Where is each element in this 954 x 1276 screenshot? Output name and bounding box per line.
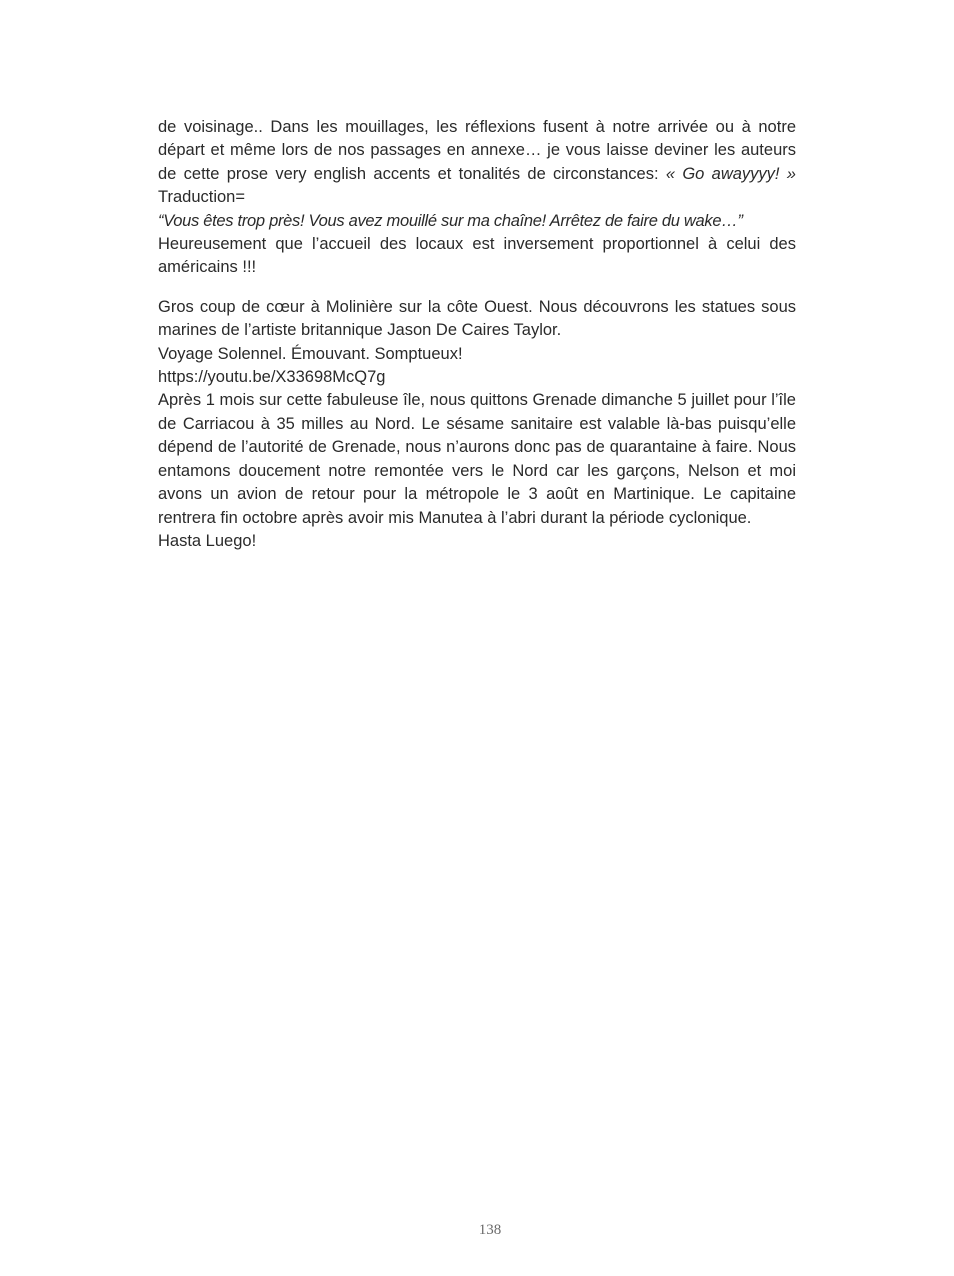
paragraph-text: Traduction= <box>158 188 245 207</box>
page-number: 138 <box>478 1222 502 1238</box>
youtube-link[interactable]: https://youtu.be/X33698McQ7g <box>158 368 386 387</box>
paragraph-closing: Hasta Luego! <box>158 531 257 550</box>
paragraph-voyage: Voyage Solennel. Émouvant. Somptueux! <box>158 344 463 363</box>
french-translation-quote: “Vous êtes trop près! Vous avez mouillé sur ma chaîne! Arrêtez de faire du wake…” <box>158 211 743 230</box>
paragraph-welcome: Heureusement que l’accueil des locaux est inversement proportionnel à celui des américains !!! <box>158 235 796 277</box>
paragraph-carriacou: Après 1 mois sur cette fabuleuse île, nous quittons Grenade dimanche 5 juillet pour l’île de Carriacou à 35 milles au Nord. Le sésame sanitaire est valable là-bas puisqu’elle dépend de l’autorité de Grenade, nous n’aurons donc pas de quarantaine à faire. Nous entamons doucement notre remontée vers le Nord car les garçons, Nelson et moi avons un avion de retour pour la métropole le 3 août en Martinique. Le capitaine rentrera fin octobre après avoir mis Manutea à l’abri durant la période cyclonique. <box>158 391 796 527</box>
body-text <box>158 116 796 553</box>
paragraph-text: de voisinage.. Dans les mouillages, les réflexions fusent à notre arrivée ou à notre départ et même lors de nos passages en annexe… je vous laisse deviner les auteurs de cette prose very english accents et tonalités de circonstances: <box>158 118 796 183</box>
paragraph-link <box>158 366 796 389</box>
paragraph-neighborhood <box>158 116 796 233</box>
paragraph-moliniere: Gros coup de cœur à Molinière sur la côte Ouest. Nous découvrons les statues sous marines de l’artiste britannique Jason De Caires Taylor. <box>158 297 796 340</box>
english-quote: « Go awayyyy! » <box>665 164 796 183</box>
